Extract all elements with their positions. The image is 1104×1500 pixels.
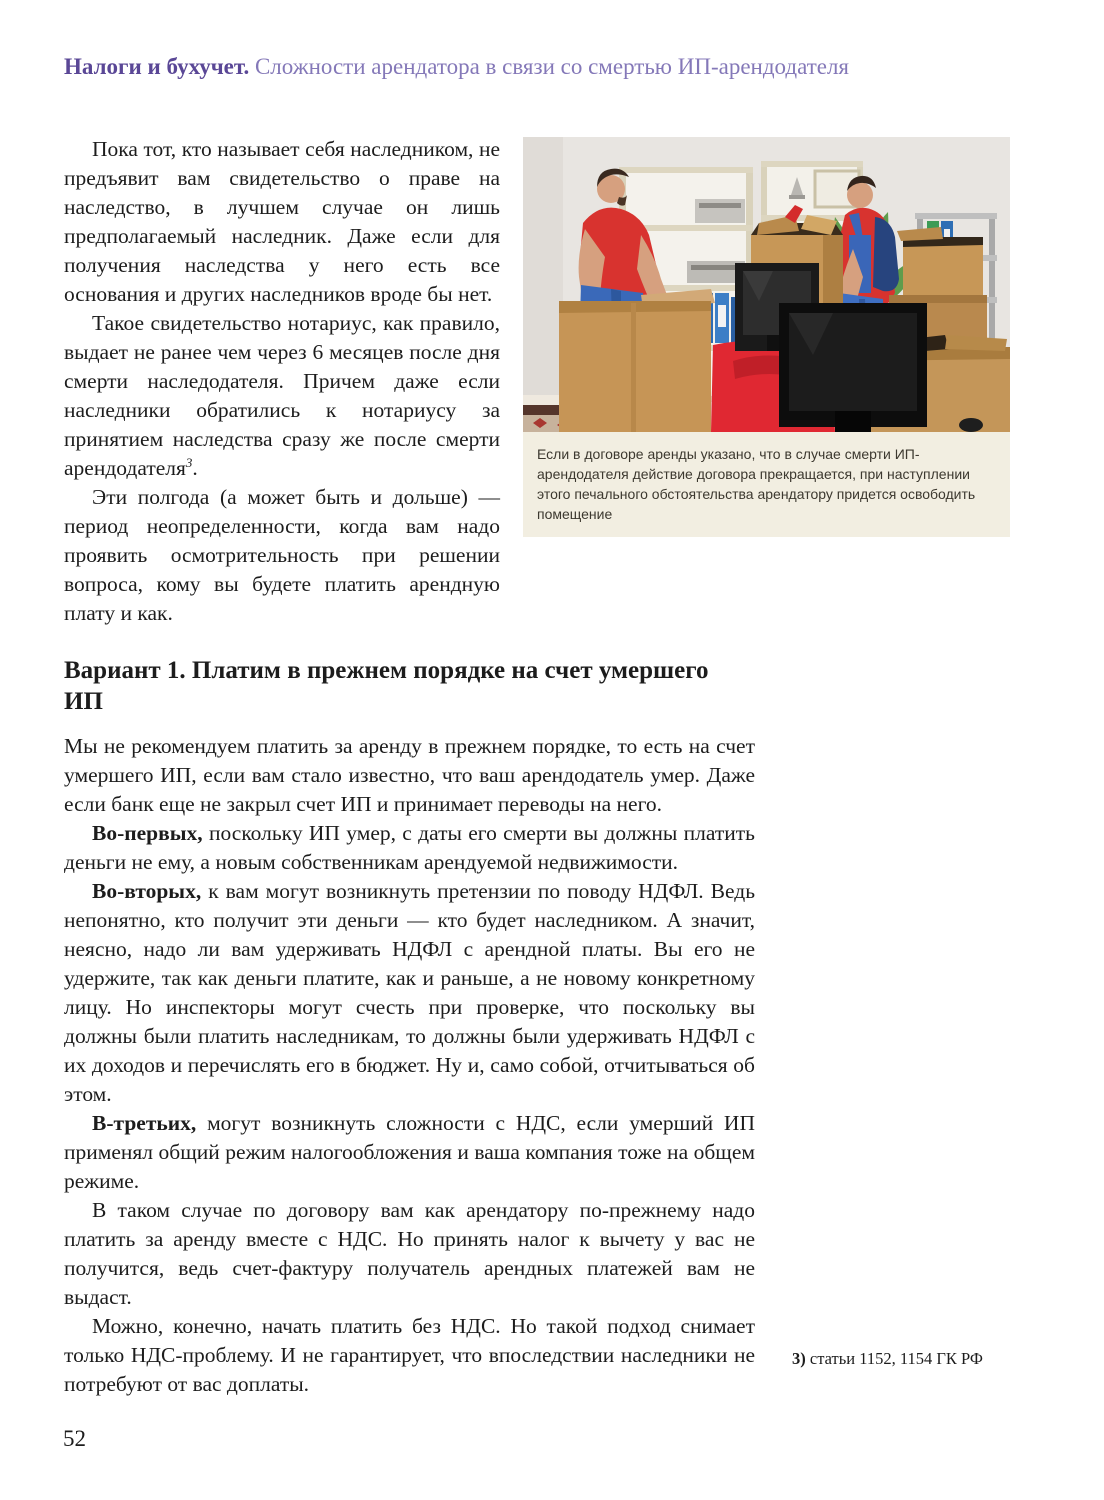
paragraph: Пока тот, кто называет себя наследником, не предъявит вам свидетельство о праве на наследство, в лучшем случае он лишь предполагаемый наследник. Даже если для получения наследства у него есть все основания и других наследников вроде бы нет. [64,137,500,306]
photo-caption: Если в договоре аренды указано, что в случае смерти ИП-арендодателя действие договора прекращается, при наступлении этого печального обстоятельства арендатору придется освободить помещение [523,432,1010,537]
footnote-reference: 3 [185,454,193,470]
bold-lead: Во-первых, [92,821,203,845]
paragraph: В таком случае по договору вам как арендатору по-прежнему надо платить за аренду вместе с НДС. Но принять налог к вычету у вас не получится, ведь счет-фактуру получатель арендных платежей вам не выдаст. [64,1198,755,1309]
paragraph: В-третьих, могут возникнуть сложности с НДС, если умерший ИП применял общий режим налогообложения и ваша компания тоже на общем режиме. [64,1111,755,1193]
bold-lead: Во-вторых, [92,879,202,903]
page-header [64,53,849,81]
photo-figure [523,137,1010,537]
movers-photo [523,137,1010,432]
bold-lead: В-третьих, [92,1111,197,1135]
page-number: 52 [63,1426,86,1451]
footnote-text: статьи 1152, 1154 ГК РФ [805,1349,983,1368]
article-title: Сложности арендатора в связи со смертью ИП-арендодателя [254,54,850,79]
paragraph: Можно, конечно, начать платить без НДС. Но такой подход снимает только НДС-проблему. И не гарантирует, что впоследствии наследники не потребуют от вас доплаты. [64,1314,755,1396]
paragraph: Во-вторых, к вам могут возникнуть претензии по поводу НДФЛ. Ведь непонятно, кто получит эти деньги — кто будет наследником. А значит, неясно, надо ли вам удерживать НДФЛ с арендной платы. Вы его не удержите, так как деньги платите, как и раньше, а не новому конкретному лицу. Но инспекторы могут счесть при проверке, что поскольку вы должны были платить наследникам, то должны были удерживать НДФЛ с их доходов и перечислять его в бюджет. Ну и, само собой, отчитываться об этом. [64,879,755,1106]
footnote-marker: 3) [792,1349,806,1368]
paragraph: Эти полгода (а может быть и дольше) — период неопределенности, когда вам надо проявить осмотрительность при решении вопроса, кому вы будете платить арендную плату и как. [64,485,500,625]
paragraph: Мы не рекомендуем платить за аренду в прежнем порядке, то есть на счет умершего ИП, если вам стало известно, что ваш арендодатель умер. Даже если банк еще не закрыл счет ИП и принимает переводы на него. [64,734,755,816]
paragraph: Во-первых, поскольку ИП умер, с даты его смерти вы должны платить деньги не ему, а новым собственникам арендуемой недвижимости. [64,821,755,874]
footnote [792,1349,983,1369]
paragraph: Такое свидетельство нотариус, как правило, выдает не ранее чем через 6 месяцев после дня смерти наследодателя. Причем даже если наследники обратились к нотариусу за принятием наследства сразу же после смерти арендодателя$^3$. [64,311,500,480]
section-heading: Вариант 1. Платим в прежнем порядке на счет умершего ИП [64,657,709,715]
rubric-label: Налоги и бухучет. [64,54,250,79]
